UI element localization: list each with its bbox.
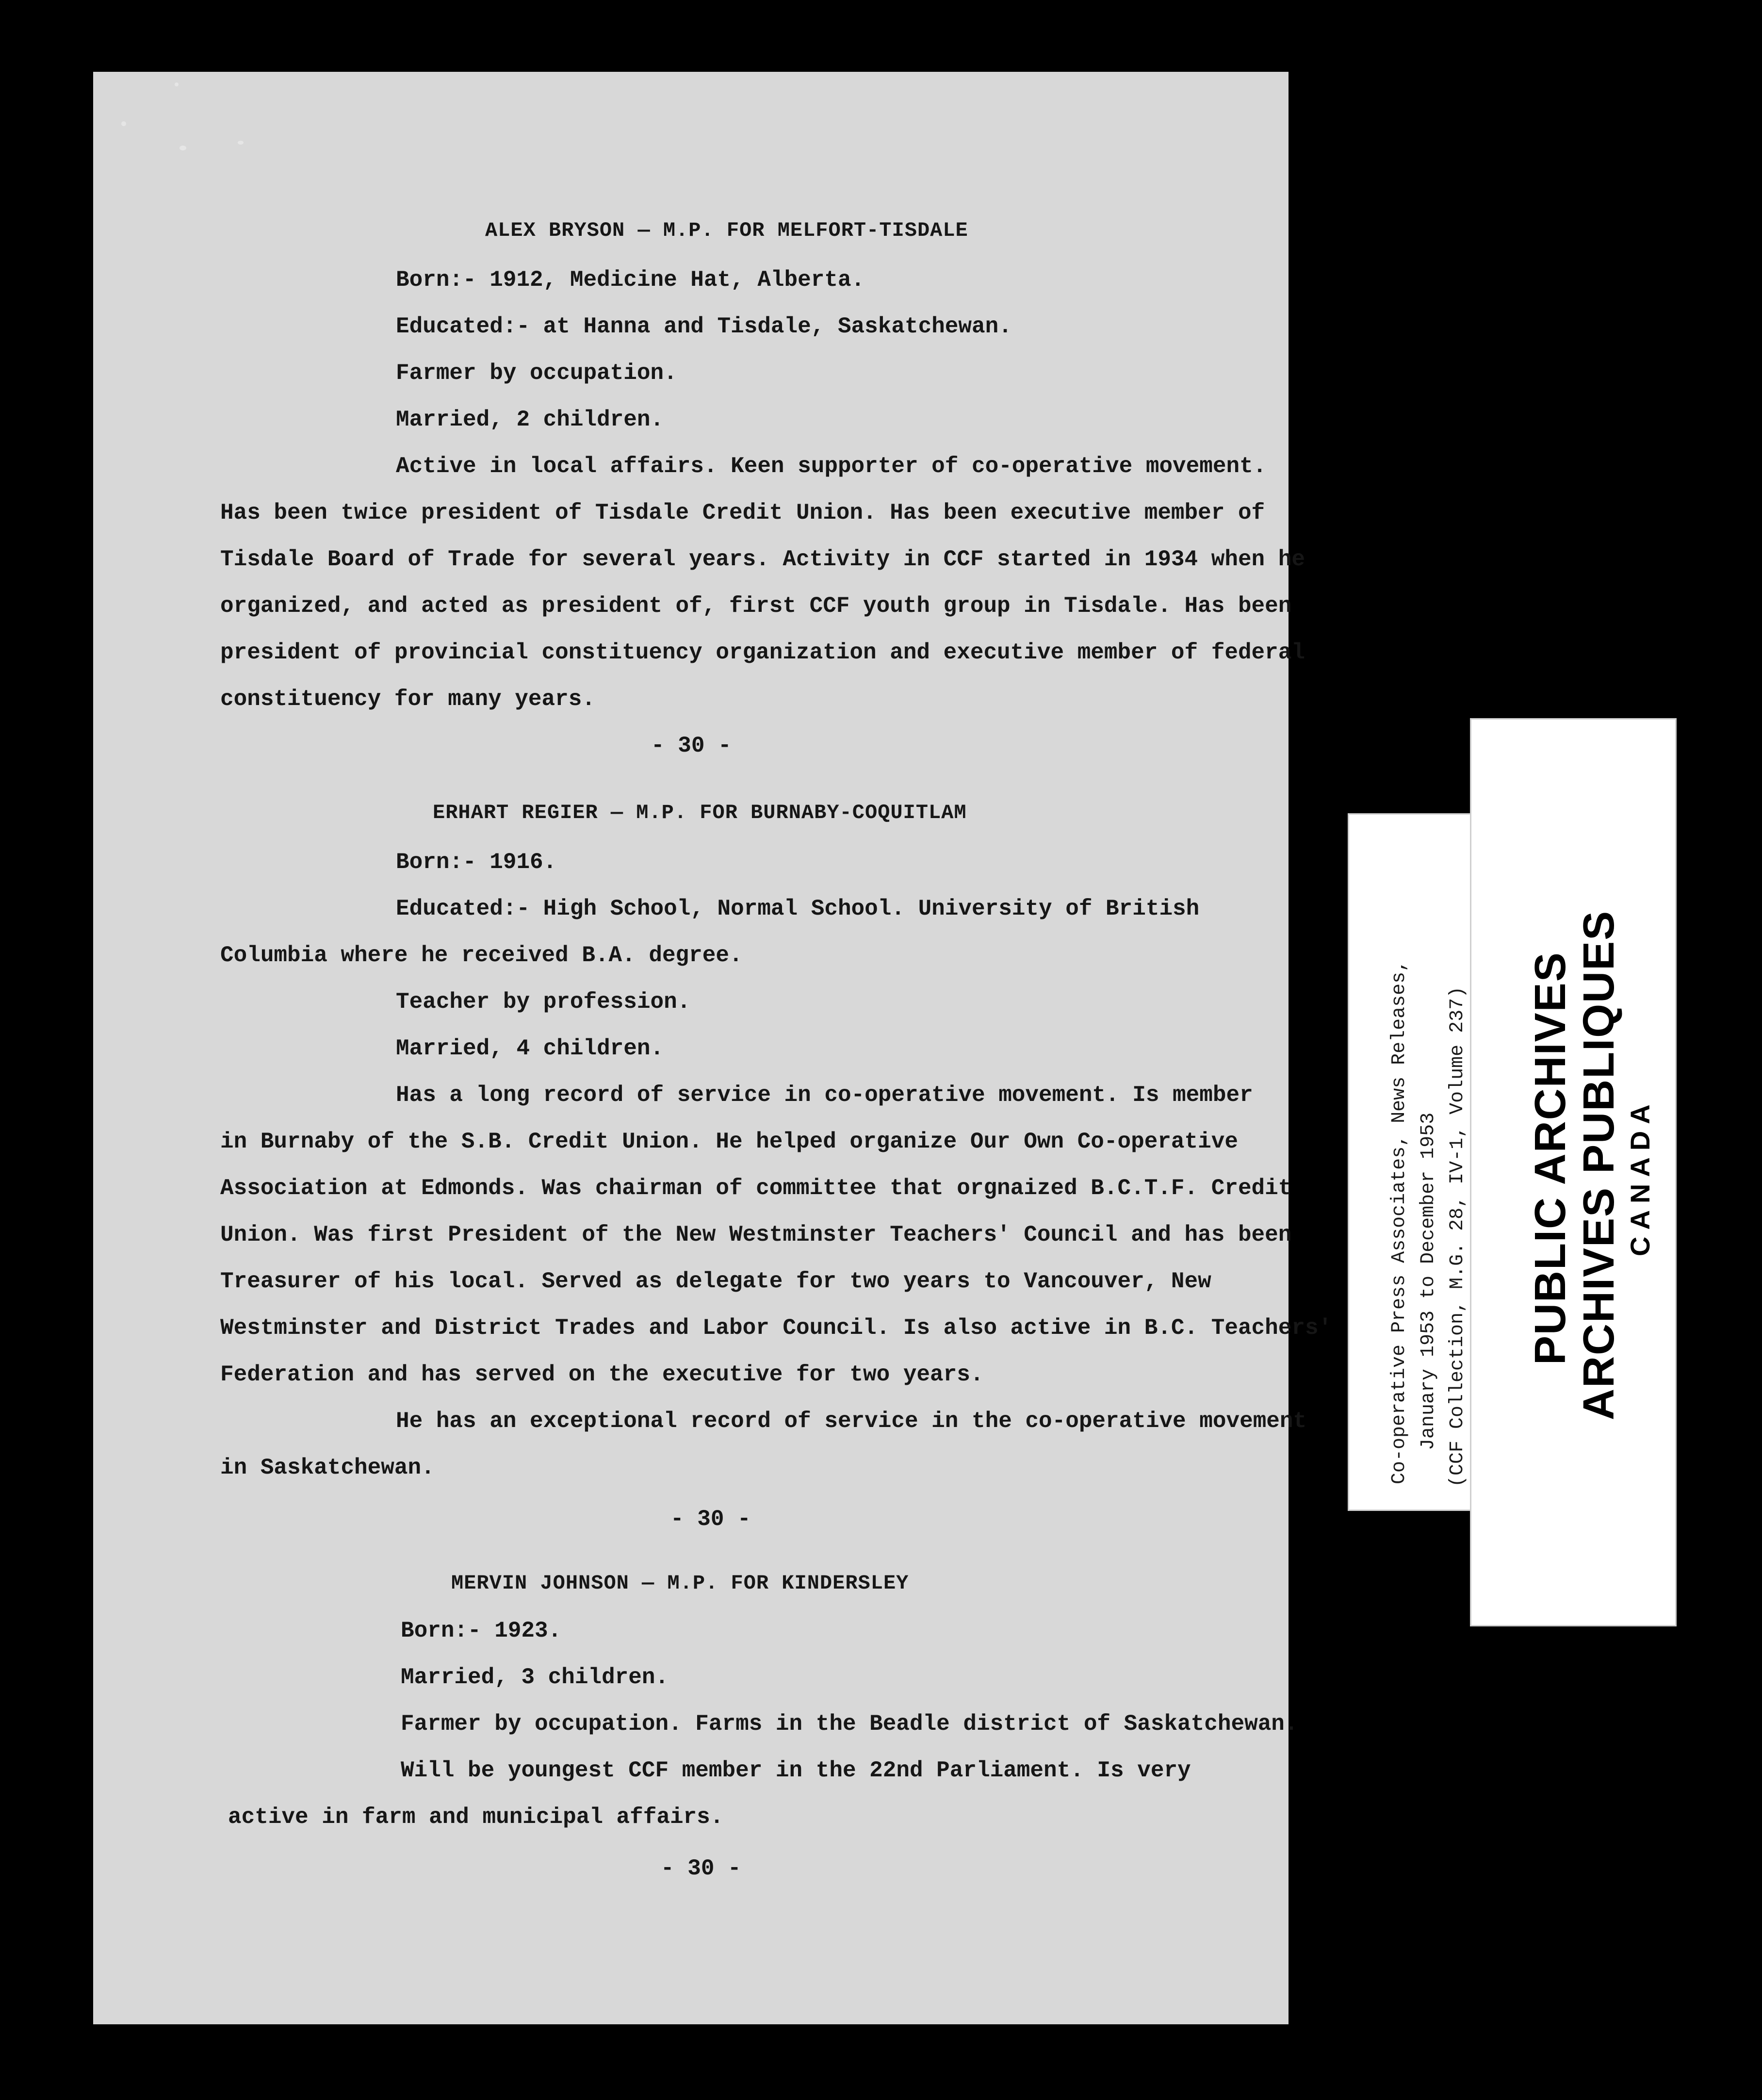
archives-country: CANADA [1625, 1098, 1655, 1256]
text-line: Has a long record of service in co-operative movement. Is member [396, 1083, 1253, 1108]
text-line: Federation and has served on the executive for two years. [220, 1362, 984, 1387]
scan-speck [179, 146, 186, 150]
text-line: Farmer by occupation. Farms in the Beadle district of Saskatchewan. [401, 1711, 1298, 1737]
text-line: Will be youngest CCF member in the 22nd Parliament. Is very [401, 1758, 1191, 1783]
text-line: Married, 2 children. [396, 407, 664, 432]
archives-title-fr: ARCHIVES PUBLIQUES [1575, 910, 1623, 1420]
text-line: Union. Was first President of the New Westminster Teachers' Council and has been [220, 1222, 1292, 1247]
text-line: Educated:- High School, Normal School. University of British [396, 896, 1200, 921]
text-line: active in farm and municipal affairs. [228, 1805, 724, 1830]
text-line: Association at Edmonds. Was chairman of committee that orgnaized B.C.T.F. Credit [220, 1176, 1292, 1201]
text-line: in Burnaby of the S.B. Credit Union. He helped organize Our Own Co-operative [220, 1129, 1238, 1154]
text-line: Treasurer of his local. Served as delegate for two years to Vancouver, New [220, 1269, 1211, 1294]
archives-title-en: PUBLIC ARCHIVES [1526, 952, 1575, 1365]
end-mark: - 30 - [661, 1856, 741, 1881]
text-line: constituency for many years. [220, 687, 595, 712]
source-line-1: Co-operative Press Associates, News Releases, [1388, 960, 1410, 1484]
text-line: Born:- 1916. [396, 850, 557, 875]
text-line: Tisdale Board of Trade for several years. Activity in CCF started in 1934 when he [220, 547, 1305, 572]
text-line: Born:- 1923. [401, 1618, 562, 1643]
text-line: Married, 4 children. [396, 1036, 664, 1061]
scan-speck [121, 121, 126, 126]
end-mark: - 30 - [670, 1507, 751, 1532]
scan-speck [238, 141, 244, 145]
archives-stamp-card [1470, 718, 1677, 1626]
end-mark: - 30 - [651, 733, 732, 758]
text-line: Educated:- at Hanna and Tisdale, Saskatchewan. [396, 314, 1012, 339]
text-line: Active in local affairs. Keen supporter of co-operative movement. [396, 454, 1267, 479]
source-line-3: (CCF Collection, M.G. 28, IV-1, Volume 237) [1447, 986, 1468, 1487]
text-line: in Saskatchewan. [220, 1455, 435, 1480]
text-line: Columbia where he received B.A. degree. [220, 943, 743, 968]
text-line: Westminster and District Trades and Labor Council. Is also active in B.C. Teachers' [220, 1315, 1332, 1341]
source-line-2: January 1953 to December 1953 [1418, 1112, 1439, 1450]
heading-johnson: MERVIN JOHNSON — M.P. FOR KINDERSLEY [451, 1572, 909, 1595]
text-line: organized, and acted as president of, first CCF youth group in Tisdale. Has been [220, 593, 1292, 619]
text-line: Married, 3 children. [401, 1665, 669, 1690]
text-line: Has been twice president of Tisdale Credit Union. Has been executive member of [220, 500, 1265, 525]
text-line: Teacher by profession. [396, 989, 691, 1015]
text-line: He has an exceptional record of service in the co-operative movement [396, 1409, 1307, 1434]
text-line: president of provincial constituency organization and executive member of federal [220, 640, 1305, 665]
scan-speck [175, 82, 179, 86]
heading-regier: ERHART REGIER — M.P. FOR BURNABY-COQUITLAM [433, 801, 967, 824]
document-page [93, 72, 1332, 2024]
text-line: Born:- 1912, Medicine Hat, Alberta. [396, 267, 865, 293]
heading-bryson: ALEX BRYSON — M.P. FOR MELFORT-TISDALE [485, 219, 968, 242]
text-line: Farmer by occupation. [396, 361, 677, 386]
